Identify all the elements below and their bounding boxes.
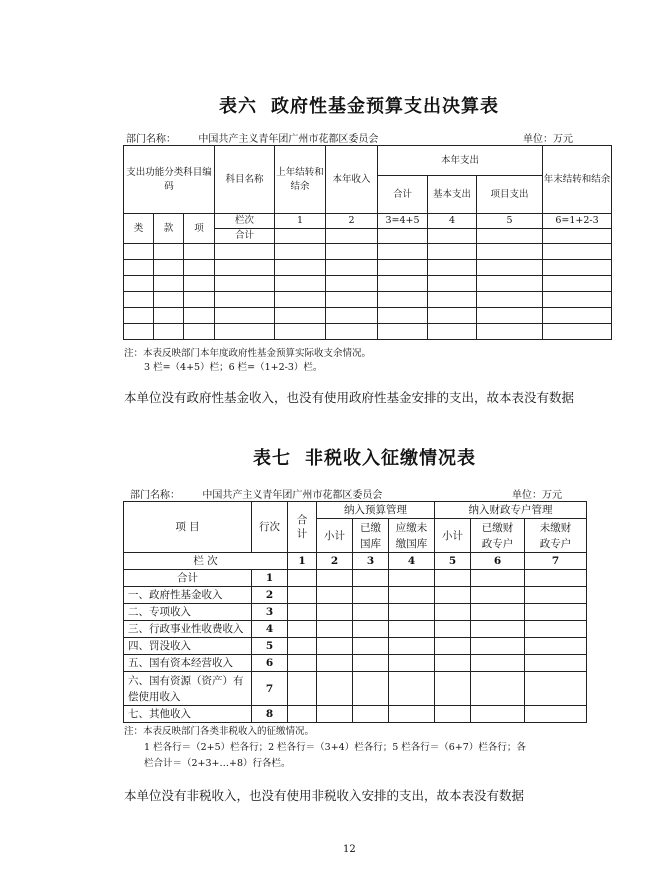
table6-title-label: 表六 (219, 96, 257, 117)
table-row (124, 638, 587, 655)
row-heji: 合计 (215, 229, 275, 244)
table-cell (275, 229, 326, 244)
header-unpaid-fiscal: 未缴财政专户 (525, 519, 587, 553)
col-number: 1 (288, 553, 317, 570)
table7 (123, 501, 587, 723)
row-no: 4 (252, 621, 288, 638)
table7-dept-name: 中国共产主义青年团广州市花都区委员会 (202, 490, 383, 501)
header-item: 项 目 (124, 502, 252, 553)
header-fiscal-account-mgmt: 纳入财政专户管理 (435, 502, 587, 519)
row-no: 7 (252, 672, 288, 706)
header-income: 本年收入 (326, 146, 378, 214)
header-paid-fiscal: 已缴财政专户 (471, 519, 525, 553)
table6-note-2: 3 栏=（4+5）栏；6 栏=（1+2-3）栏。 (144, 362, 323, 373)
header-project: 项目支出 (477, 176, 543, 214)
table7-dept-label: 部门名称： (130, 490, 180, 501)
table-cell (543, 229, 612, 244)
header-subtotal2: 小计 (435, 519, 471, 553)
row-label: 一、政府性基金收入 (124, 587, 252, 604)
col-number: 5 (435, 553, 471, 570)
table-row (124, 324, 612, 340)
col-number: 2 (326, 214, 378, 229)
table6-title (219, 92, 499, 118)
header-expenditure: 本年支出 (378, 146, 543, 176)
header-unpaid-treasury: 应缴未缴国库 (389, 519, 435, 553)
col-number: 6 (471, 553, 525, 570)
table6-statement: 本单位没有政府性基金收入，也没有使用政府性基金安排的支出，故本表没有数据 (124, 390, 575, 405)
header-year-end: 年末结转和结余 (543, 146, 612, 214)
row-no: 5 (252, 638, 288, 655)
table-row (124, 260, 612, 276)
table7-note-2: 1 栏各行＝（2+5）栏各行；2 栏各行＝（3+4）栏各行；5 栏各行＝（6+7）栏各行；各 (144, 742, 526, 753)
table6 (123, 145, 612, 340)
table-cell (428, 229, 477, 244)
table7-title-label: 表七 (253, 448, 291, 469)
header-budget-mgmt: 纳入预算管理 (317, 502, 435, 519)
row-lanci: 栏次 (215, 214, 275, 229)
table-row (124, 570, 587, 587)
header-xiang: 项 (184, 214, 215, 244)
header-kuan: 款 (154, 214, 184, 244)
header-prev-balance: 上年结转和结余 (275, 146, 326, 214)
header-paid-treasury: 已缴国库 (353, 519, 389, 553)
table6-dept-label: 部门名称： (126, 134, 176, 145)
table6-dept-line (126, 130, 378, 145)
header-subtotal: 小计 (317, 519, 353, 553)
header-basic: 基本支出 (428, 176, 477, 214)
table7-note-3: 栏合计＝（2+3+…+8）行各栏。 (144, 758, 291, 769)
row-no: 8 (252, 706, 288, 723)
row-no: 6 (252, 655, 288, 672)
table7-title-text: 非税收入征缴情况表 (305, 448, 476, 469)
row-label: 合计 (124, 570, 252, 587)
col-number: 6=1+2-3 (543, 214, 612, 229)
row-label: 二、专项收入 (124, 604, 252, 621)
table-row (124, 706, 587, 723)
table6-note-1: 注：本表反映部门本年度政府性基金预算实际收支余情况。 (124, 348, 372, 359)
header-subject-name: 科目名称 (215, 146, 275, 214)
col-number: 5 (477, 214, 543, 229)
col-number: 1 (275, 214, 326, 229)
table-row (124, 604, 587, 621)
col-number: 3 (353, 553, 389, 570)
col-number: 2 (317, 553, 353, 570)
table7-note-1: 注：本表反映部门各类非税收入的征缴情况。 (124, 726, 315, 737)
header-total: 合计 (378, 176, 428, 214)
row-label: 四、罚没收入 (124, 638, 252, 655)
table-row (124, 587, 587, 604)
table-row (124, 308, 612, 324)
page-number: 12 (343, 844, 356, 855)
row-label: 七、其他收入 (124, 706, 252, 723)
table6-title-text: 政府性基金预算支出决算表 (271, 96, 499, 117)
table-row (124, 244, 612, 260)
row-label: 五、国有资本经营收入 (124, 655, 252, 672)
header-total: 合计 (288, 502, 317, 553)
col-number: 3=4+5 (378, 214, 428, 229)
header-lei: 类 (124, 214, 154, 244)
col-number: 4 (389, 553, 435, 570)
row-lanci: 栏 次 (124, 553, 288, 570)
table7-dept-line (130, 486, 382, 501)
table-row (124, 655, 587, 672)
row-no: 3 (252, 604, 288, 621)
row-label: 三、行政事业性收费收入 (124, 621, 252, 638)
table6-dept-name: 中国共产主义青年团广州市花都区委员会 (198, 134, 379, 145)
col-number: 7 (525, 553, 587, 570)
table7-title (253, 444, 476, 470)
col-number: 4 (428, 214, 477, 229)
table-cell (378, 229, 428, 244)
table6-unit: 单位：万元 (523, 134, 573, 145)
table-row (124, 672, 587, 706)
row-label: 六、国有资源（资产）有偿使用收入 (124, 672, 252, 706)
table-cell (326, 229, 378, 244)
row-no: 2 (252, 587, 288, 604)
table-cell (477, 229, 543, 244)
table-row (124, 621, 587, 638)
table-row (124, 276, 612, 292)
row-no: 1 (252, 570, 288, 587)
table7-unit: 单位：万元 (512, 490, 562, 501)
header-func-code: 支出功能分类科目编码 (124, 146, 215, 214)
table-row (124, 292, 612, 308)
header-row-no: 行次 (252, 502, 288, 553)
table7-statement: 本单位没有非税收入，也没有使用非税收入安排的支出，故本表没有数据 (124, 788, 525, 803)
